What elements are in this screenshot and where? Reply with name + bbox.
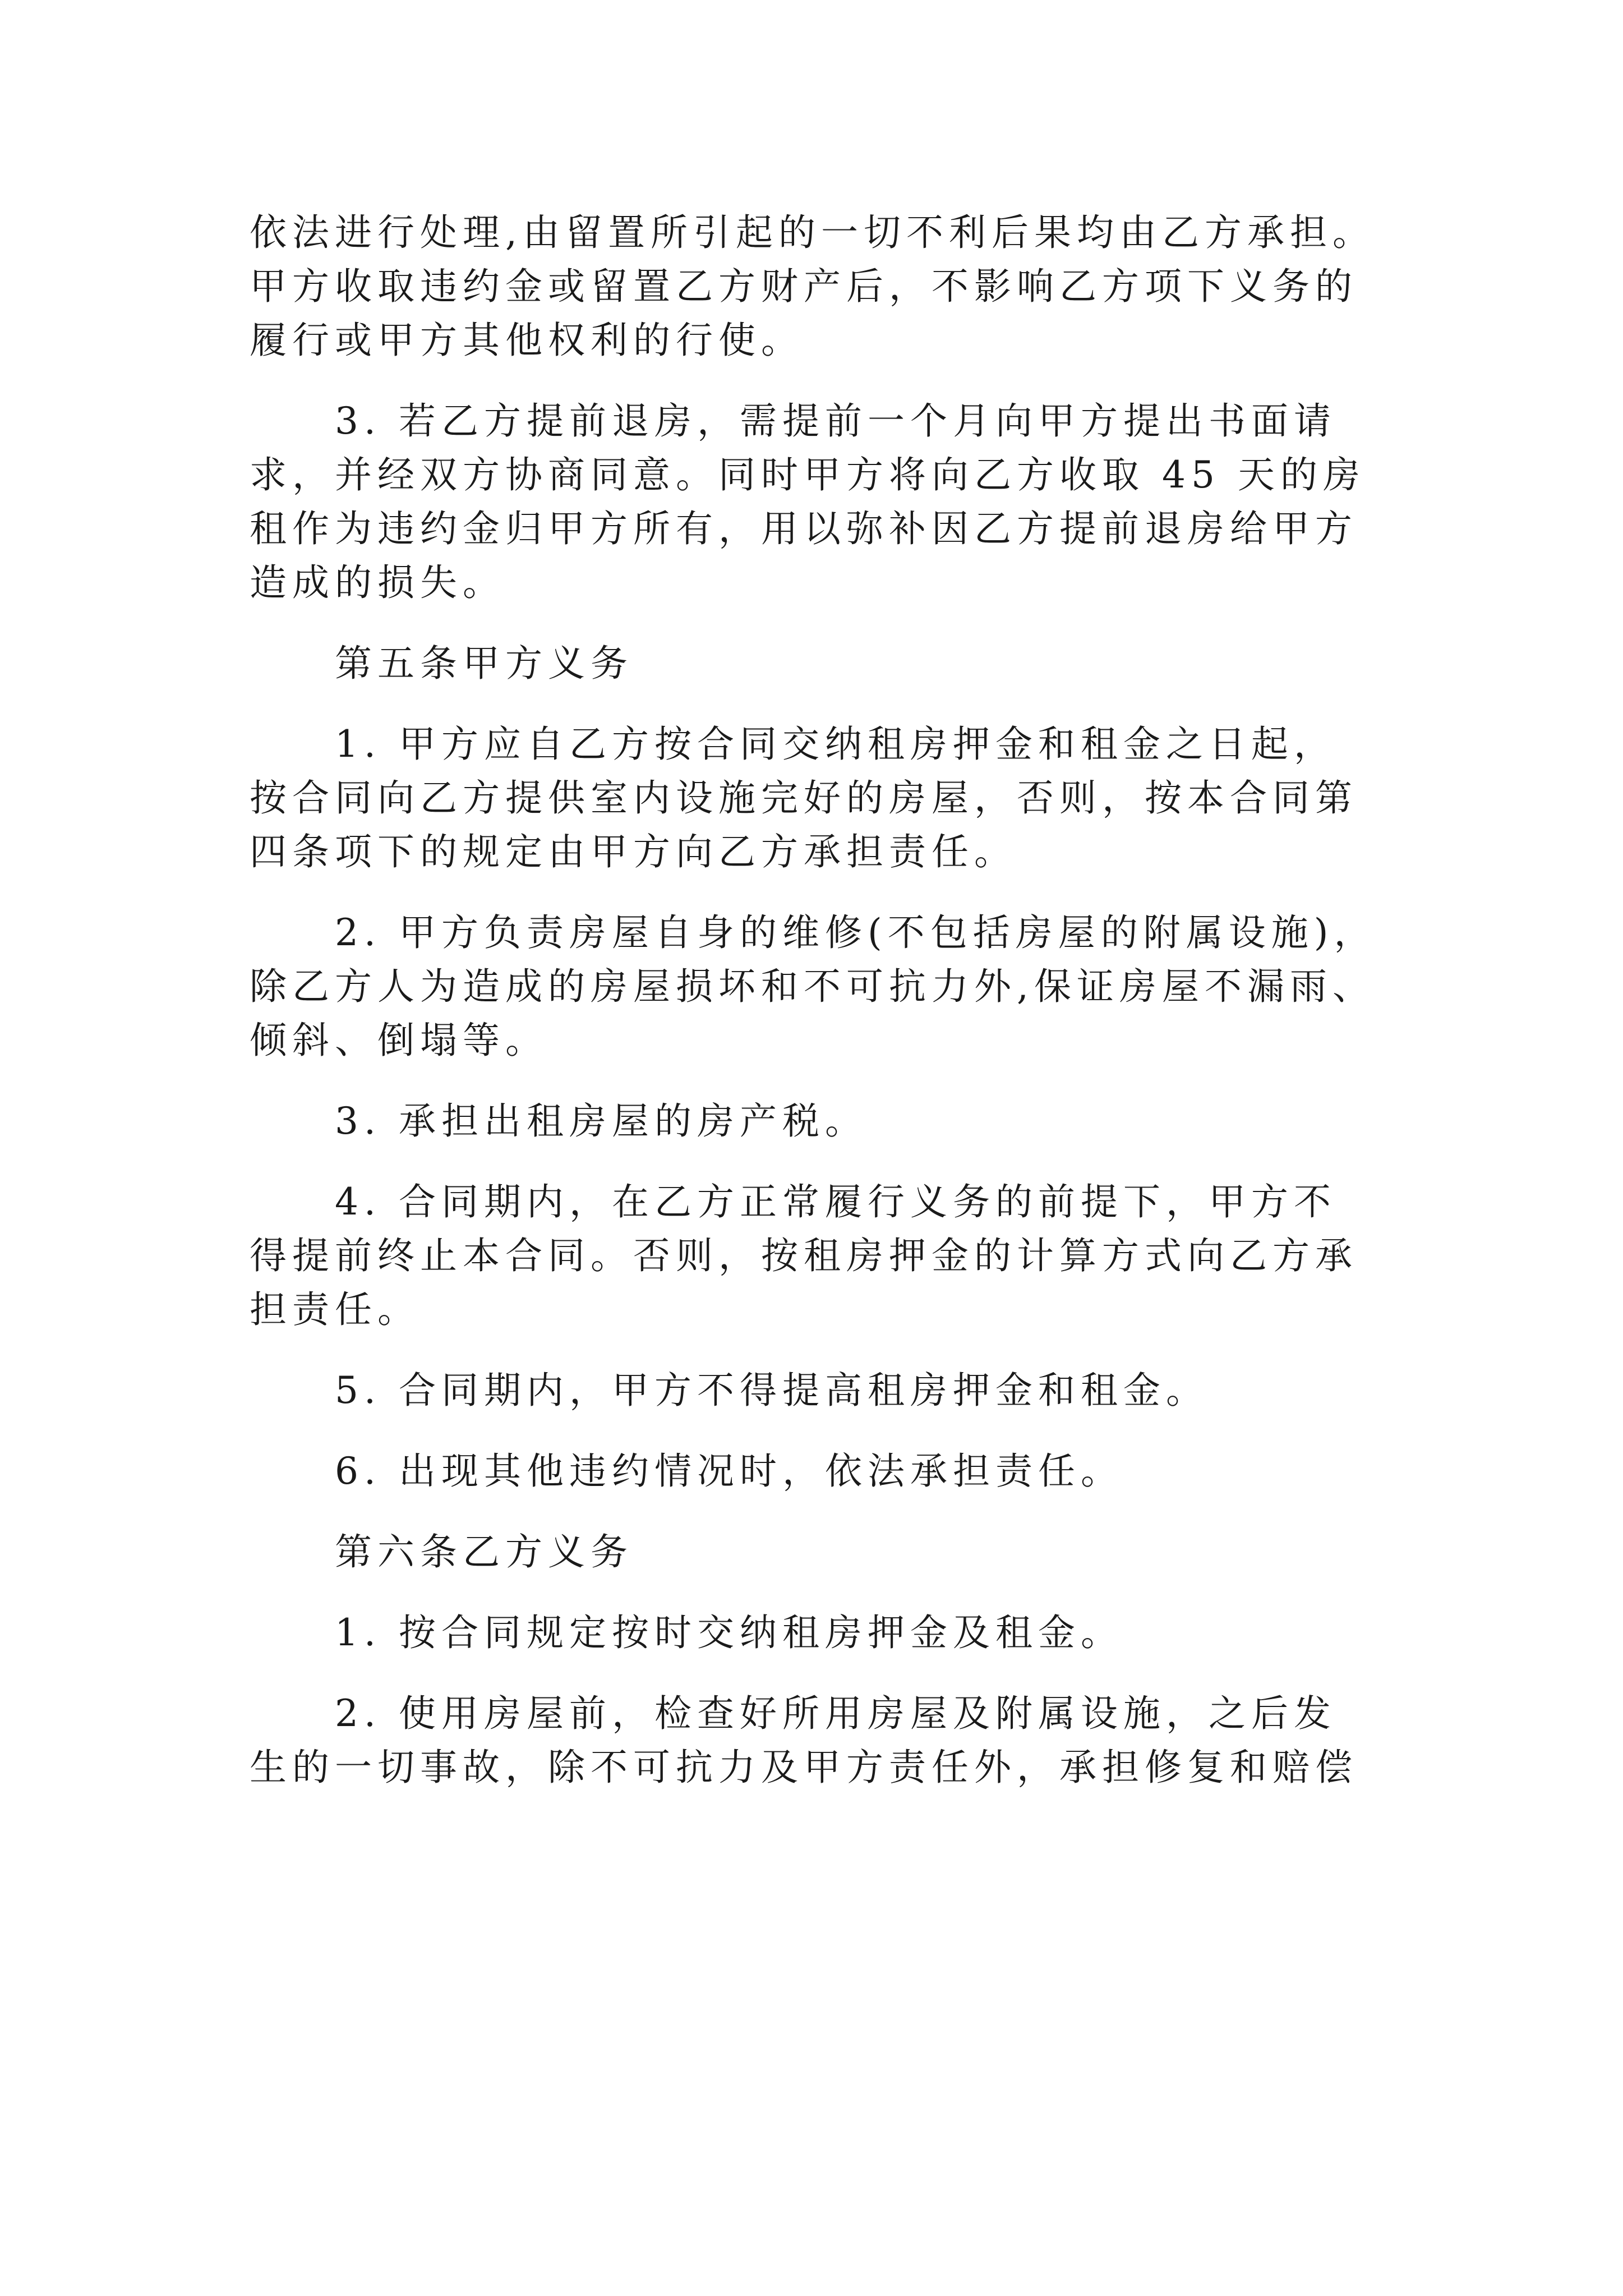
clause-item: 6. 出现其他违约情况时，依法承担责任。 bbox=[335, 1450, 1123, 1493]
section-heading: 第五条甲方义务 bbox=[335, 642, 633, 685]
clause-item: 1. 甲方应自乙方按合同交纳租房押金和租金之日起， bbox=[335, 723, 1336, 766]
clause-item: 2. 甲方负责房屋自身的维修(不包括房屋的附属设施)， bbox=[335, 911, 1377, 954]
text-line: 依法进行处理,由留置所引起的一切不利后果均由乙方承担。 bbox=[250, 211, 1375, 254]
text-line: 按合同向乙方提供室内设施完好的房屋，否则，按本合同第 bbox=[250, 776, 1358, 820]
clause-item: 3. 若乙方提前退房，需提前一个月向甲方提出书面请 bbox=[335, 399, 1336, 443]
clause-item: 5. 合同期内，甲方不得提高租房押金和租金。 bbox=[335, 1369, 1209, 1412]
text-line: 履行或甲方其他权利的行使。 bbox=[250, 319, 804, 362]
clause-item: 2. 使用房屋前，检查好所用房屋及附属设施，之后发 bbox=[335, 1692, 1336, 1735]
document-body bbox=[250, 206, 1438, 1795]
text-line: 生的一切事故，除不可抗力及甲方责任外，承担修复和赔偿 bbox=[250, 1746, 1358, 1789]
clause-item: 3. 承担出租房屋的房产税。 bbox=[335, 1099, 868, 1143]
text-line: 倾斜、倒塌等。 bbox=[250, 1019, 548, 1062]
text-line: 甲方收取违约金或留置乙方财产后，不影响乙方项下义务的 bbox=[250, 265, 1358, 308]
text-line: 四条项下的规定由甲方向乙方承担责任。 bbox=[250, 830, 1017, 873]
text-line: 得提前终止本合同。否则，按租房押金的计算方式向乙方承 bbox=[250, 1234, 1358, 1277]
text-line: 担责任。 bbox=[250, 1288, 420, 1331]
clause-item: 4. 合同期内，在乙方正常履行义务的前提下，甲方不 bbox=[335, 1180, 1336, 1223]
text-line: 造成的损失。 bbox=[250, 561, 505, 604]
section-heading: 第六条乙方义务 bbox=[335, 1530, 633, 1573]
clause-item: 1. 按合同规定按时交纳租房押金及租金。 bbox=[335, 1611, 1123, 1654]
text-line: 租作为违约金归甲方所有，用以弥补因乙方提前退房给甲方 bbox=[250, 507, 1358, 550]
text-line: 求，并经双方协商同意。同时甲方将向乙方收取 45 天的房 bbox=[250, 453, 1366, 496]
text-line: 除乙方人为造成的房屋损坏和不可抗力外,保证房屋不漏雨、 bbox=[250, 965, 1375, 1008]
